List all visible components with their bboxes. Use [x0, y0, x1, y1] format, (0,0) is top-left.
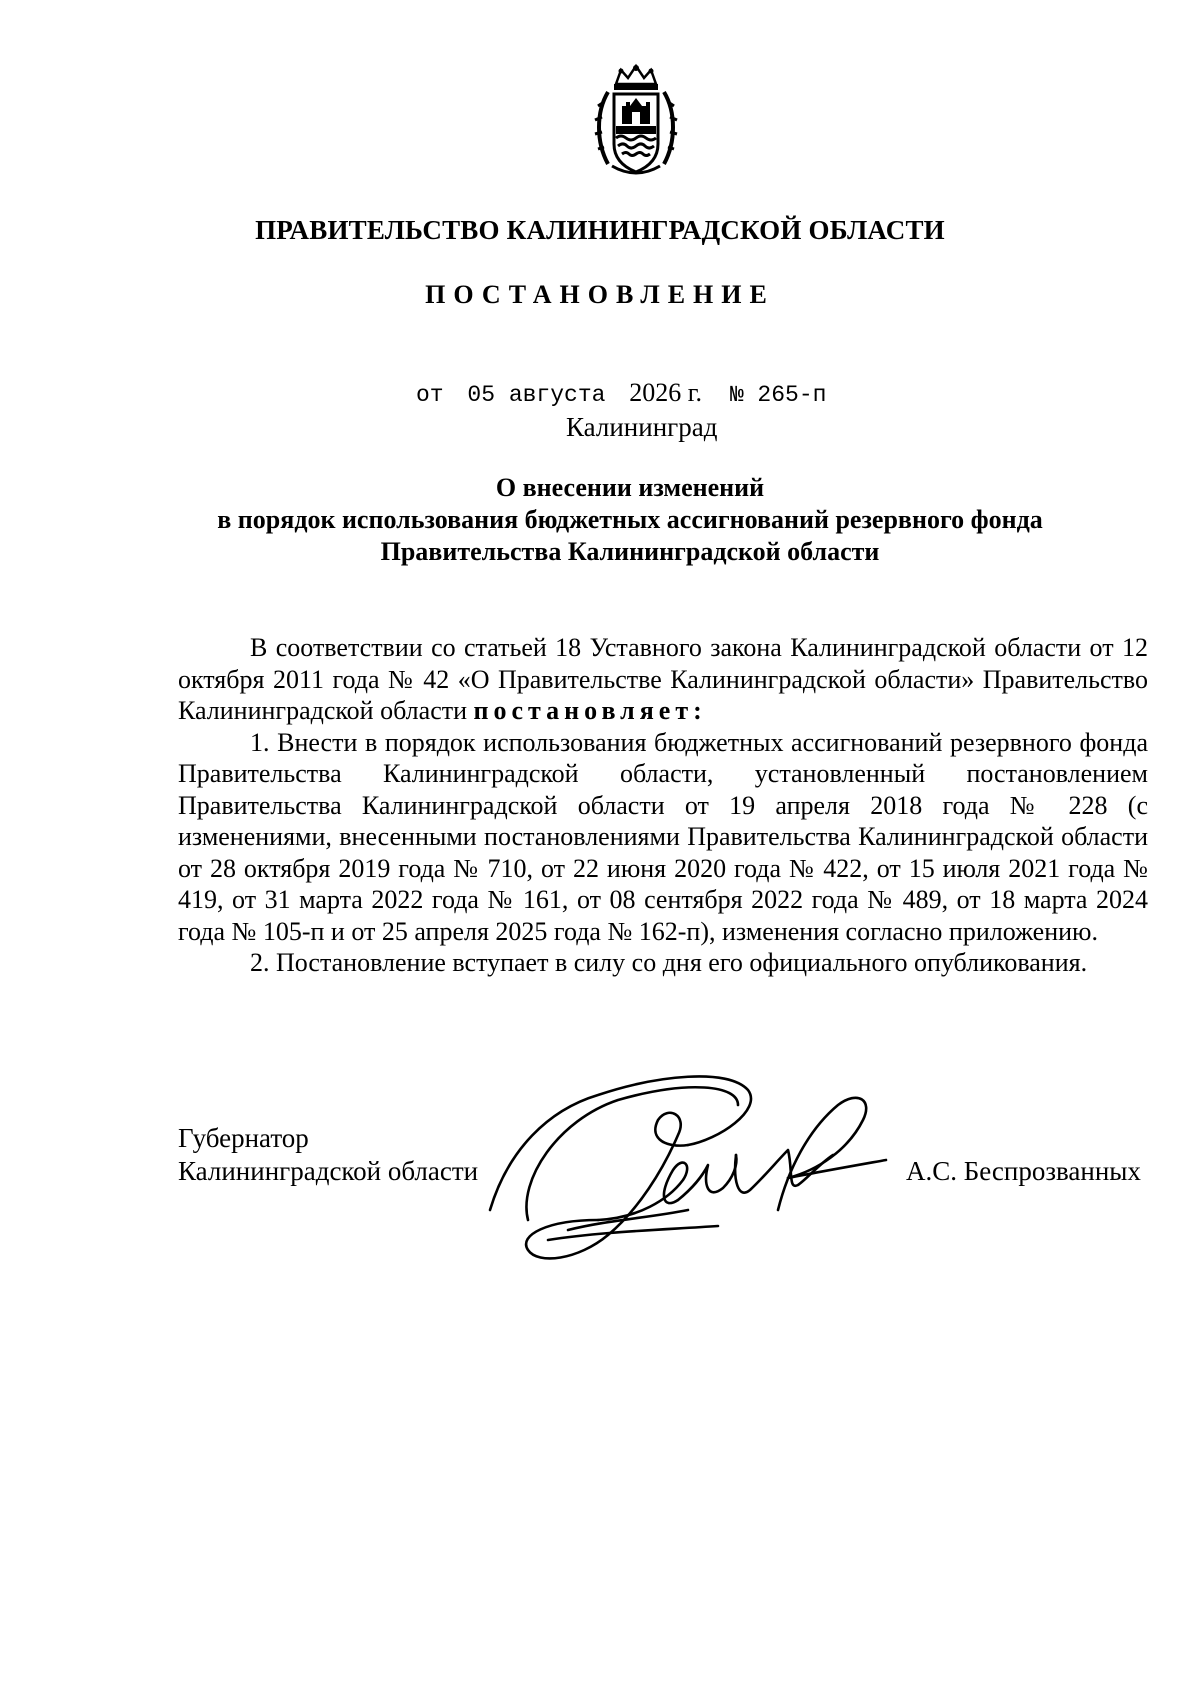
- coat-of-arms-icon: [586, 62, 686, 182]
- title-line-2: в порядок использования бюджетных ассигнований резервного фонда: [217, 505, 1043, 534]
- title-line-1: О внесении изменений: [495, 473, 765, 502]
- item-1-paragraph: 1. Внести в порядок использования бюджетных ассигнований резервного фонда Правительства Калининградской области, установленный постановлением Правительства Калининградской области от 19 апреля 2018 года № 228 (с изменениями, внесенными постановлениями Правительства Калининградской области от 28 октября 2019 года № 710, от 22 июня 2020 года № 422, от 15 июля 2021 года № 419, от 31 марта 2022 года № 161, от 08 сентября 2022 года № 489, от 18 марта 2024 года № 105-п и от 25 апреля 2025 года № 162-п), изменения согласно приложению.: [178, 727, 1148, 946]
- document-type: ПОСТАНОВЛЕНИЕ: [425, 280, 775, 309]
- date-number-line: [416, 378, 836, 408]
- preamble-paragraph: [178, 632, 1148, 727]
- document-title: [150, 472, 1110, 568]
- signer-position-line-2: Калининградской области: [178, 1156, 479, 1186]
- date-day-month: 05 августа: [467, 382, 606, 408]
- city: Калининград: [566, 412, 718, 442]
- organization-name: ПРАВИТЕЛЬСТВО КАЛИНИНГРАДСКОЙ ОБЛАСТИ: [255, 215, 945, 245]
- date-prefix: от: [416, 382, 444, 408]
- signer-position-line-1: Губернатор: [178, 1123, 309, 1153]
- date-year: 2026 г.: [629, 378, 702, 407]
- document-number: № 265-п: [729, 382, 827, 408]
- document-body: [178, 632, 1148, 979]
- signer-name: А.С. Беспрозванных: [906, 1156, 1141, 1186]
- resolves-word: постановляет:: [473, 696, 707, 725]
- item-2-paragraph: 2. Постановление вступает в силу со дня его официального опубликования.: [250, 948, 1088, 977]
- title-line-3: Правительства Калининградской области: [380, 537, 880, 566]
- handwritten-signature-icon: [488, 1060, 908, 1290]
- signer-position: [178, 1122, 478, 1188]
- preamble-text: В соответствии со статьей 18 Уставного закона Калининградской области от 12 октября 2011 года № 42 «О Правительстве Калининградской области» Правительство Калининградской области: [178, 633, 1148, 725]
